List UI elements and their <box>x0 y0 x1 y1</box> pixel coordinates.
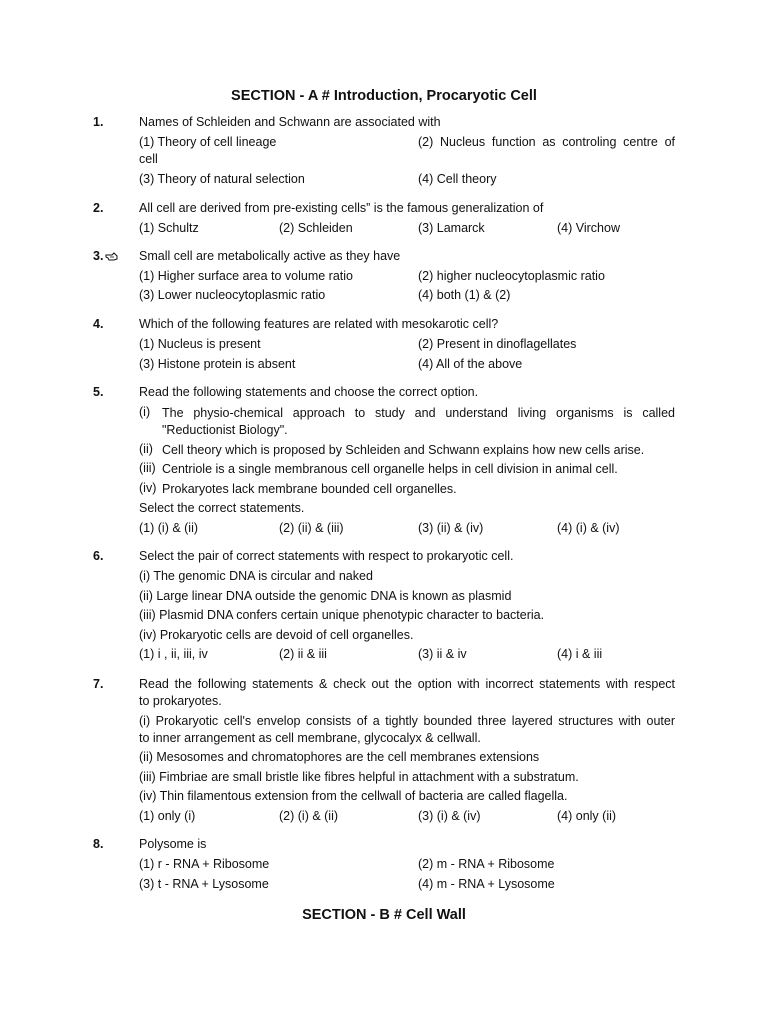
question-3-number <box>93 249 118 263</box>
question-3-option-4: (4) both (1) & (2) <box>418 288 511 302</box>
question-7-option-1: (1) only (i) <box>139 809 196 823</box>
question-8-option-2: (2) m - RNA + Ribosome <box>418 857 555 871</box>
question-4-option-3: (3) Histone protein is absent <box>139 357 296 371</box>
question-7-statement-1: (i) Prokaryotic cell's envelop consists of a tightly bounded three layered structures with outer <box>139 714 675 728</box>
question-8-text: Polysome is <box>139 837 207 851</box>
statement-label: (i) <box>139 405 151 419</box>
question-1-option-2: (2) Nucleus function as controling centre of <box>418 135 675 149</box>
question-5-number: 5. <box>93 385 104 399</box>
question-3-option-1: (1) Higher surface area to volume ratio <box>139 269 353 283</box>
question-6-text: Select the pair of correct statements with respect to prokaryotic cell. <box>139 549 514 563</box>
question-2-text: All cell are derived from pre-existing cells” is the famous generalization of <box>139 201 544 215</box>
question-4-option-1: (1) Nucleus is present <box>139 337 261 351</box>
question-5-text: Read the following statements and choose the correct option. <box>139 385 479 399</box>
question-7-statement-2: (ii) Mesosomes and chromatophores are the cell membranes extensions <box>139 750 540 764</box>
question-1-option-1: (1) Theory of cell lineage <box>139 135 277 149</box>
question-5-option-3: (3) (ii) & (iv) <box>418 521 484 535</box>
question-2-option-1: (1) Schultz <box>139 221 199 235</box>
statement-i-text-cont: "Reductionist Biology". <box>162 423 288 437</box>
statement-label: (iii) <box>139 461 156 475</box>
question-4-option-4: (4) All of the above <box>418 357 523 371</box>
question-2-option-4: (4) Virchow <box>557 221 620 235</box>
question-4-text: Which of the following features are related with mesokarotic cell? <box>139 317 499 331</box>
question-7-option-4: (4) only (ii) <box>557 809 617 823</box>
statement-label: (iv) <box>139 481 157 495</box>
pointing-hand-icon <box>105 252 118 261</box>
question-3-text: Small cell are metabolically active as they have <box>139 249 401 263</box>
statement-label: (ii) <box>139 442 153 456</box>
question-8-option-4: (4) m - RNA + Lysosome <box>418 877 555 891</box>
question-3-option-3: (3) Lower nucleocytoplasmic ratio <box>139 288 326 302</box>
question-1-number: 1. <box>93 115 104 129</box>
question-1-option-4: (4) Cell theory <box>418 172 497 186</box>
question-2-option-3: (3) Lamarck <box>418 221 485 235</box>
question-7-statement-4: (iv) Thin filamentous extension from the cellwall of bacteria are called flagella. <box>139 789 568 803</box>
question-6-option-3: (3) ii & iv <box>418 647 467 661</box>
question-6-statement-3: (iii) Plasmid DNA confers certain unique phenotypic character to bacteria. <box>139 608 545 622</box>
question-7-number: 7. <box>93 677 104 691</box>
question-7-text: Read the following statements & check out the option with incorrect statements with respect <box>139 677 675 691</box>
question-4-number: 4. <box>93 317 104 331</box>
question-1-option-3: (3) Theory of natural selection <box>139 172 305 186</box>
question-3-number-text: 3. <box>93 249 104 263</box>
question-6-number: 6. <box>93 549 104 563</box>
question-1-option-2-cont: cell <box>139 152 158 166</box>
question-7-statement-3: (iii) Fimbriae are small bristle like fibres helpful in attachment with a substratum. <box>139 770 579 784</box>
section-a-title: SECTION - A # Introduction, Procaryotic Cell <box>231 88 537 104</box>
statement-iv-text: Prokaryotes lack membrane bounded cell organelles. <box>162 482 457 496</box>
question-6-statement-4: (iv) Prokaryotic cells are devoid of cell organelles. <box>139 628 414 642</box>
question-6-statement-1: (i) The genomic DNA is circular and naked <box>139 569 373 583</box>
question-5-option-1: (1) (i) & (ii) <box>139 521 199 535</box>
statement-i-text: The physio-chemical approach to study and understand living organisms is called <box>162 406 675 420</box>
question-7-option-2: (2) (i) & (ii) <box>279 809 339 823</box>
question-7-option-3: (3) (i) & (iv) <box>418 809 481 823</box>
section-b-title: SECTION - B # Cell Wall <box>302 907 466 923</box>
question-6-option-1: (1) i , ii, iii, iv <box>139 647 208 661</box>
question-3-option-2: (2) higher nucleocytoplasmic ratio <box>418 269 605 283</box>
statement-iii-text: Centriole is a single membranous cell organelle helps in cell division in animal cell. <box>162 462 618 476</box>
question-5-option-2: (2) (ii) & (iii) <box>279 521 344 535</box>
question-7-statement-1-cont: to inner arrangement as cell membrane, glycocalyx & cellwall. <box>139 731 481 745</box>
question-5-option-4: (4) (i) & (iv) <box>557 521 620 535</box>
question-5-prompt: Select the correct statements. <box>139 501 305 515</box>
statement-ii-text: Cell theory which is proposed by Schleiden and Schwann explains how new cells arise. <box>162 443 645 457</box>
question-6-option-2: (2) ii & iii <box>279 647 327 661</box>
question-8-number: 8. <box>93 837 104 851</box>
question-2-option-2: (2) Schleiden <box>279 221 353 235</box>
question-6-option-4: (4) i & iii <box>557 647 603 661</box>
question-4-option-2: (2) Present in dinoflagellates <box>418 337 577 351</box>
question-6-statement-2: (ii) Large linear DNA outside the genomic DNA is known as plasmid <box>139 589 512 603</box>
question-1-text: Names of Schleiden and Schwann are associated with <box>139 115 441 129</box>
question-8-option-1: (1) r - RNA + Ribosome <box>139 857 270 871</box>
question-2-number: 2. <box>93 201 104 215</box>
question-8-option-3: (3) t - RNA + Lysosome <box>139 877 269 891</box>
question-7-text-cont: to prokaryotes. <box>139 694 222 708</box>
